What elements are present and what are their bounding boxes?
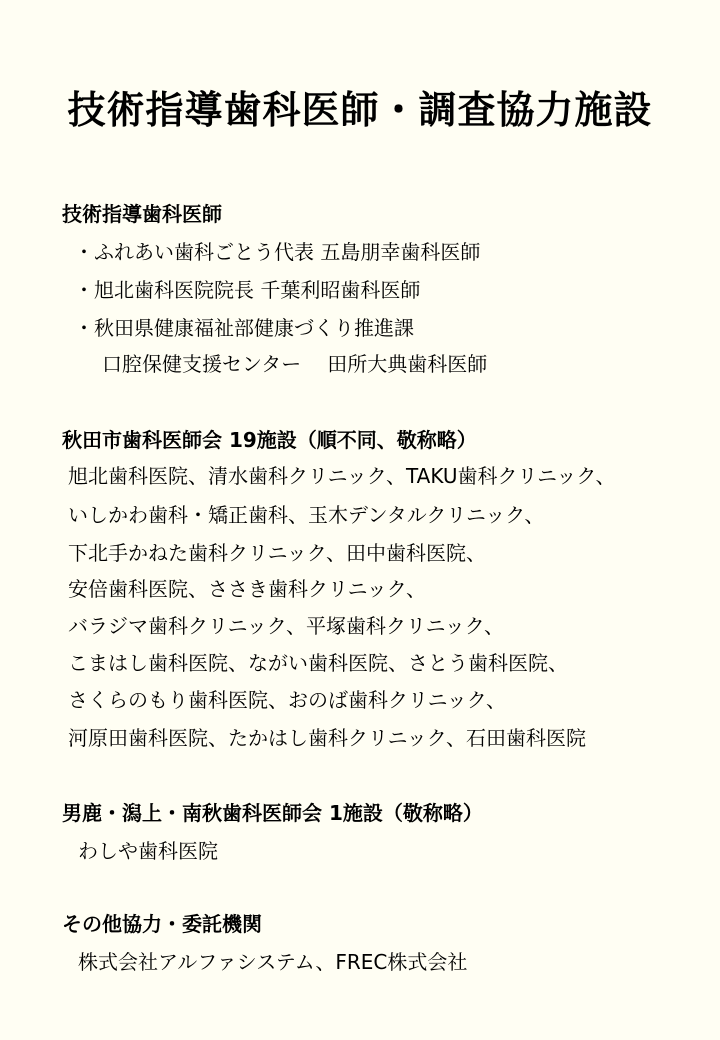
advisors-heading: 技術指導歯科医師	[62, 202, 222, 226]
clinic-line: 旭北歯科医院、清水歯科クリニック、TAKU歯科クリニック、	[68, 464, 616, 488]
advisor-continuation	[102, 350, 487, 378]
clinic-line: いしかわ歯科・矯正歯科、玉木デンタルクリニック、	[68, 503, 545, 527]
clinic-line: 河原田歯科医院、たかはし歯科クリニック、石田歯科医院	[68, 726, 586, 750]
other-heading: その他協力・委託機関	[62, 912, 262, 936]
advisor-item: ・ふれあい歯科ごとう代表 五島朋幸歯科医師	[74, 240, 481, 264]
advisor-org: 口腔保健支援センター	[102, 352, 302, 376]
clinic-line: こまはし歯科医院、ながい歯科医院、さとう歯科医院、	[68, 651, 568, 675]
clinic-line: 下北手かねた歯科クリニック、田中歯科医院、	[68, 541, 486, 565]
page-title: 技術指導歯科医師・調査協力施設	[67, 88, 653, 132]
clinic-line: さくらのもり歯科医院、おのば歯科クリニック、	[68, 688, 506, 712]
oga-association-heading: 男鹿・潟上・南秋歯科医師会 1施設（敬称略）	[62, 801, 483, 825]
clinic-line: わしや歯科医院	[78, 839, 218, 863]
clinic-line: 安倍歯科医院、ささき歯科クリニック、	[68, 577, 426, 601]
clinic-line: バラジマ歯科クリニック、平塚歯科クリニック、	[68, 614, 504, 638]
organization-line: 株式会社アルファシステム、FREC株式会社	[78, 950, 468, 974]
akita-association-heading: 秋田市歯科医師会 19施設（順不同、敬称略）	[62, 428, 477, 452]
advisor-person: 田所大典歯科医師	[327, 352, 488, 376]
advisor-item: ・旭北歯科医院院長 千葉利昭歯科医師	[74, 278, 421, 302]
advisor-item: ・秋田県健康福祉部健康づくり推進課	[74, 316, 414, 340]
